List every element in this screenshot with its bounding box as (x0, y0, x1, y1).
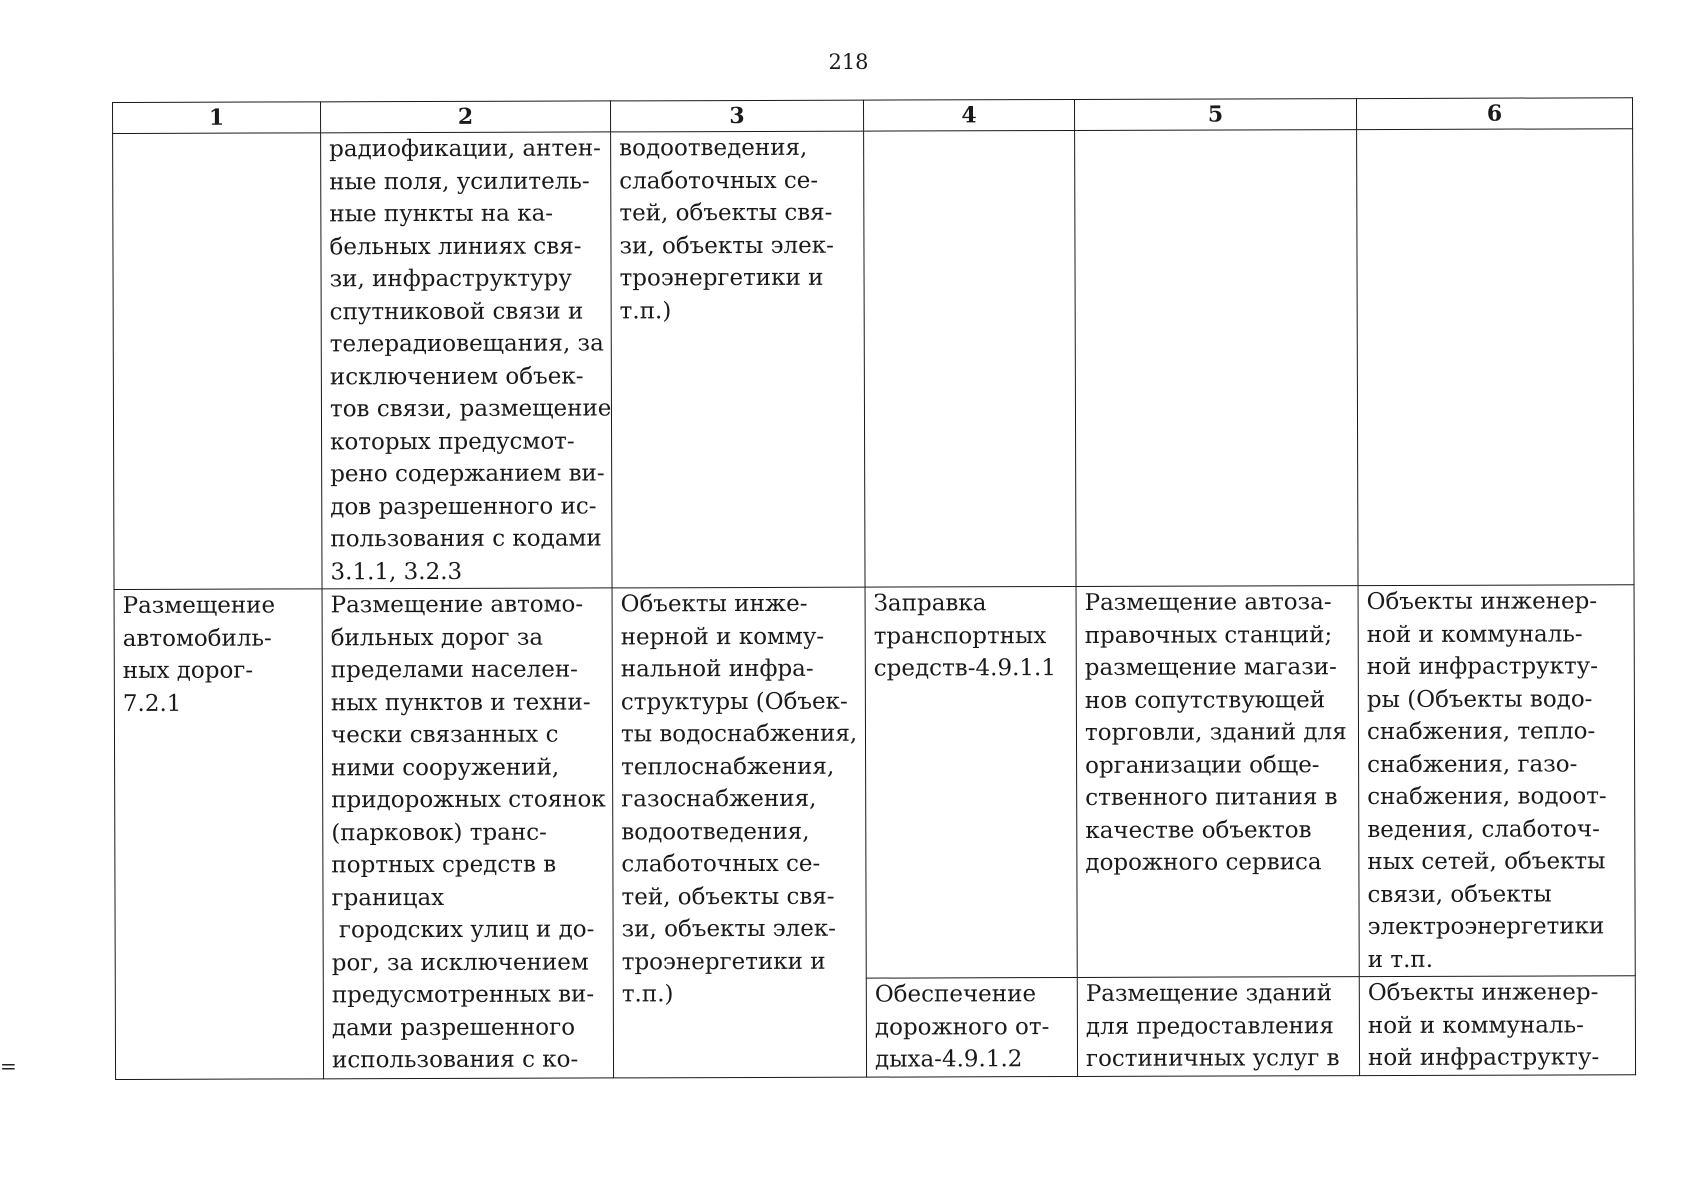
cell-text-line: дорожного сервиса (1085, 849, 1322, 876)
cell-text-line: телерадиовещания, за (329, 330, 604, 358)
cell-text-line: нальной инфра- (620, 655, 814, 683)
cell-text-line: границах (331, 884, 445, 911)
table-row-roads-a (114, 585, 1635, 981)
cell-text-line: ственного питания в (1085, 784, 1338, 811)
cell-text-line: слаботочных се- (619, 167, 819, 194)
cell-text-line: зи, инфраструктуру (329, 265, 572, 293)
cell-text-line: 3.1.1, 3.2.3 (330, 558, 463, 585)
page-number: 218 (828, 50, 869, 74)
table-row-continuation (113, 129, 1634, 590)
cell-text-line: дов разрешенного ис- (330, 492, 597, 520)
edge-mark: = (0, 1054, 17, 1078)
cell-text-line: ты водоснабжения, (620, 720, 858, 748)
cell-text-line: Обеспечение (874, 981, 1037, 1008)
cell-text-line: нерной и комму- (620, 623, 825, 650)
cell-text-line: ной и коммуналь- (1367, 1011, 1584, 1039)
cell-text-line: которых предусмот- (330, 428, 575, 455)
cell-text-line: исключением объек- (329, 363, 584, 390)
cell-text-line: Объекты инже- (620, 590, 808, 618)
row2-col3-cell (612, 587, 867, 1077)
cell-text-line: и т.п. (1367, 946, 1434, 973)
cell-text-line: тей, объекты свя- (619, 199, 833, 227)
cell-text-line: дыха-4.9.1.2 (874, 1046, 1023, 1073)
cell-text-line: ных сетей, объекты (1367, 848, 1606, 876)
cell-text-line: предусмотренных ви- (331, 981, 595, 1009)
cell-text-line: ных дорог- (122, 657, 254, 684)
cell-text-line: автомобиль- (122, 625, 272, 652)
cell-text-line: портных средств в (331, 851, 557, 879)
cell-text-line: организации обще- (1085, 751, 1320, 779)
cell-text-line: ные поля, усилитель- (329, 167, 590, 195)
cell-text-line: ними сооружений, (331, 754, 560, 781)
cell-text-line: торговли, зданий для (1084, 719, 1347, 746)
cell-text-line: (парковок) транс- (331, 819, 547, 846)
cell-text-line: водоотведения, (621, 818, 810, 845)
row1-col2-cell (321, 132, 612, 589)
cell-text-line: электроэнергетики (1367, 913, 1605, 941)
cell-text-line: ной инфраструкту- (1366, 653, 1599, 681)
cell-text-line: т.п.) (619, 297, 672, 324)
cell-text-line: связи, объекты (1367, 880, 1552, 908)
cell-text-line: троэнергетики и (619, 264, 824, 292)
cell-text-line: бельных линиях свя- (329, 233, 582, 260)
cell-text-line: придорожных стоянок (331, 786, 606, 814)
land-use-table (112, 97, 1636, 1079)
cell-text-line: троэнергетики и (621, 948, 826, 975)
row1-col4-cell (864, 130, 1076, 587)
cell-text-line: рог, за исключением (331, 949, 589, 976)
header-col-1: 1 (113, 102, 321, 134)
cell-text-line: дами разрешенного (331, 1014, 576, 1041)
row2b-col5-cell (1077, 977, 1359, 1076)
header-col-5: 5 (1074, 99, 1356, 131)
cell-text-line: правочных станций; (1084, 621, 1333, 649)
header-col-6: 6 (1356, 98, 1632, 130)
cell-text-line: газоснабжения, (621, 785, 817, 813)
cell-text-line: пределами населен- (330, 656, 578, 684)
cell-text-line: гостиничных услуг в (1085, 1045, 1340, 1072)
cell-text-line: Размещение зданий (1085, 980, 1333, 1007)
cell-text-line: Размещение автомо- (330, 591, 584, 619)
cell-text-line: водоотведения, (619, 134, 808, 162)
cell-text-line: снабжения, газо- (1367, 750, 1578, 778)
cell-text-line: ных пунктов и техни- (330, 688, 591, 716)
cell-text-line: тей, объекты свя- (621, 883, 835, 910)
cell-text-line: т.п.) (621, 981, 674, 1008)
cell-text-line: тов связи, размещение (329, 395, 612, 423)
header-col-2: 2 (321, 101, 611, 133)
cell-text-line: снабжения, тепло- (1366, 718, 1596, 746)
cell-text-line: чески связанных с (330, 721, 559, 749)
cell-text-line: зи, объекты элек- (619, 232, 834, 259)
row1-col5-cell (1075, 130, 1358, 587)
row2a-col5-cell (1076, 586, 1359, 978)
cell-text-line: бильных дорог за (330, 624, 544, 651)
cell-text-line: транспортных (873, 622, 1047, 650)
cell-text-line: нов сопутствующей (1084, 686, 1326, 714)
row2a-col4-cell (865, 586, 1077, 978)
cell-text-line: Размещение автоза- (1084, 589, 1332, 616)
row1-col3-cell (611, 131, 865, 588)
header-col-4: 4 (863, 99, 1074, 131)
row2a-col6-cell (1358, 585, 1635, 977)
cell-text-line: дорожного от- (874, 1013, 1050, 1041)
cell-text-line: ведения, слаботоч- (1367, 815, 1600, 843)
row2-col1-cell (114, 589, 324, 1079)
cell-text-line: рено содержанием ви- (330, 460, 605, 488)
cell-text-line: для предоставления (1085, 1012, 1334, 1040)
cell-text-line: структуры (Объек- (620, 688, 848, 715)
cell-text-line: слаботочных се- (621, 850, 821, 878)
cell-text-line: пользования с кодами (330, 525, 602, 553)
row1-col1-cell (113, 133, 322, 590)
cell-text-line: ной и коммуналь- (1366, 620, 1583, 648)
cell-text-line: снабжения, водоот- (1367, 783, 1607, 811)
cell-text-line: Объекты инженер- (1367, 979, 1599, 1007)
cell-text-line: Объекты инженер- (1366, 588, 1598, 616)
cell-text-line: размещение магази- (1084, 654, 1337, 681)
cell-text-line: теплоснабжения, (621, 753, 835, 780)
cell-text-line: городских улиц и до- (331, 916, 595, 944)
cell-text-line: ные пункты на ка- (329, 200, 554, 228)
cell-text-line: радиофикации, антен- (329, 135, 601, 163)
cell-text-line: ры (Объекты водо- (1366, 685, 1593, 713)
cell-text-line: спутниковой связи и (329, 298, 584, 325)
table-header-row (113, 98, 1633, 134)
row1-col6-cell (1357, 129, 1634, 586)
cell-text-line: ной инфраструкту- (1367, 1044, 1600, 1072)
cell-text-line: средств-4.9.1.1 (873, 655, 1056, 682)
cell-text-line: использования с ко- (331, 1046, 579, 1074)
row2b-col6-cell (1359, 976, 1635, 1075)
row2b-col4-cell (866, 977, 1077, 1076)
cell-text-line: 7.2.1 (122, 690, 182, 717)
cell-text-line: зи, объекты элек- (621, 915, 837, 943)
cell-text-line: Размещение (122, 592, 276, 619)
row2-col2-cell (322, 588, 614, 1078)
header-col-3: 3 (610, 100, 863, 132)
cell-text-line: качестве объектов (1085, 816, 1312, 844)
cell-text-line: Заправка (873, 590, 987, 617)
